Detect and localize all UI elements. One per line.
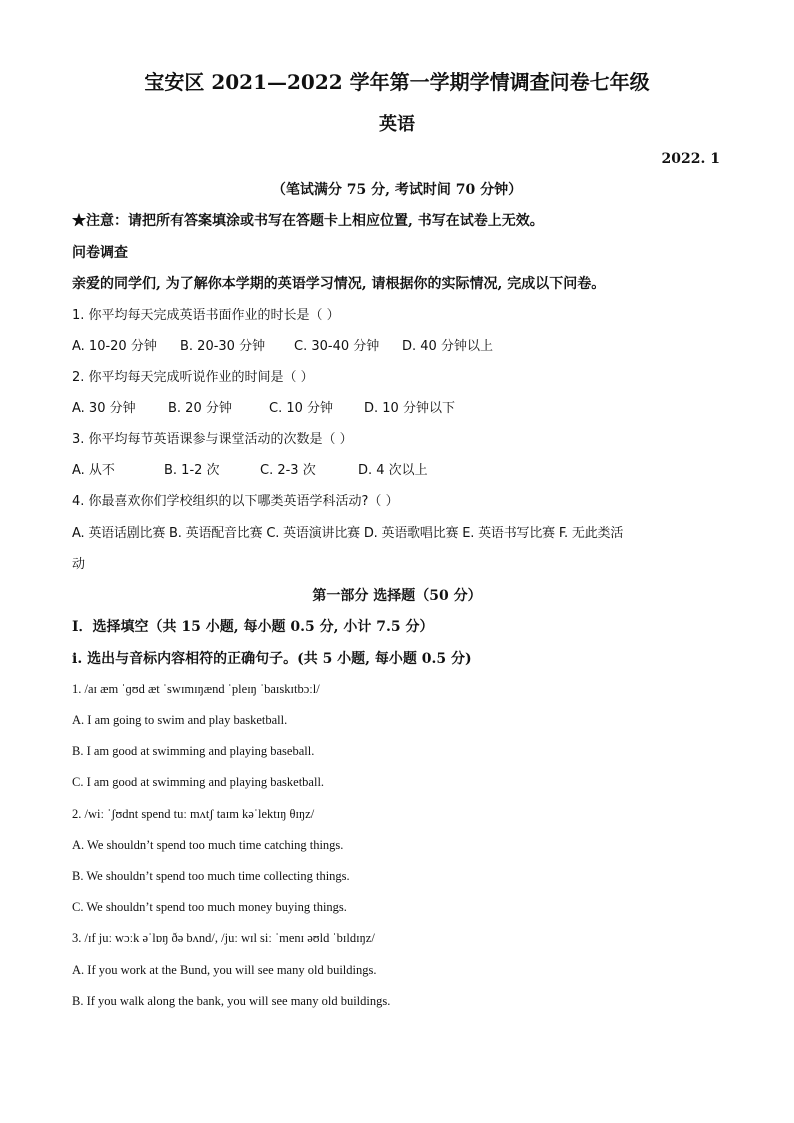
option: C. 30-40 分钟 — [294, 339, 380, 354]
option: D. 40 分钟以上 — [402, 339, 493, 354]
survey-question: 4. 你最喜欢你们学校组织的以下哪类英语学科活动?（ ） — [72, 494, 399, 509]
survey-heading: 问卷调查 — [72, 245, 128, 261]
subsection-heading: i. 选出与音标内容相符的正确句子。(共 5 小题, 每小题 0.5 分) — [72, 651, 472, 667]
part-heading: 第一部分 选择题（50 分） — [312, 588, 482, 604]
survey-options — [72, 340, 493, 353]
option: A. 30 分钟 — [72, 401, 136, 416]
phonetic-item: 1. /aɪ æm ˈɡʊd æt ˈswɪmɪŋænd ˈpleɪŋ ˈbaɪskɪtbɔːl/ — [72, 682, 320, 696]
notice: ★注意：请把所有答案填涂或书写在答题卡上相应位置, 书写在试卷上无效。 — [72, 213, 544, 229]
answer-option: B. If you walk along the bank, you will see many old buildings. — [72, 994, 391, 1008]
answer-option: B. We shouldn’t spend too much time collecting things. — [72, 869, 350, 883]
exam-date: 2022. 1 — [661, 151, 720, 167]
survey-intro: 亲爱的同学们, 为了解你本学期的英语学习情况, 请根据你的实际情况, 完成以下问卷。 — [72, 276, 606, 292]
answer-option: C. I am good at swimming and playing basketball. — [72, 775, 325, 789]
option: C. 2-3 次 — [260, 463, 316, 478]
survey-options — [72, 464, 428, 477]
exam-info: （笔试满分 75 分, 考试时间 70 分钟） — [271, 182, 523, 198]
answer-option: B. I am good at swimming and playing baseball. — [72, 744, 315, 758]
answer-option: A. I am going to swim and play basketball. — [72, 713, 288, 727]
option: D. 4 次以上 — [358, 463, 428, 478]
answer-option: A. We shouldn’t spend too much time catching things. — [72, 838, 344, 852]
survey-question: 3. 你平均每节英语课参与课堂活动的次数是（ ） — [72, 432, 353, 447]
subject-title: 英语 — [379, 114, 415, 135]
section-heading: I．选择填空（共 15 小题, 每小题 0.5 分, 小计 7.5 分） — [72, 619, 434, 635]
exam-title: 宝安区 2021—2022 学年第一学期学情调查问卷七年级 — [144, 70, 650, 94]
option: B. 20-30 分钟 — [180, 339, 266, 354]
survey-options-wrap: 动 — [72, 557, 86, 572]
survey-options — [72, 402, 455, 415]
survey-question: 1. 你平均每天完成英语书面作业的时长是（ ） — [72, 308, 340, 323]
survey-options: A. 英语话剧比赛 B. 英语配音比赛 C. 英语演讲比赛 D. 英语歌唱比赛 E. 英语书写比赛 F. 无此类活 — [72, 526, 624, 541]
option: D. 10 分钟以下 — [364, 401, 455, 416]
option: C. 10 分钟 — [269, 401, 334, 416]
answer-option: A. If you work at the Bund, you will see many old buildings. — [72, 963, 377, 977]
option: A. 从不 — [72, 463, 115, 478]
phonetic-item: 3. /ɪf juː wɔːk əˈlɒŋ ðə bʌnd/, /juː wɪl siː ˈmenɪ əʊld ˈbɪldɪŋz/ — [72, 931, 375, 945]
survey-question: 2. 你平均每天完成听说作业的时间是（ ） — [72, 370, 314, 385]
option: B. 1-2 次 — [164, 463, 220, 478]
option: A. 10-20 分钟 — [72, 339, 157, 354]
option: B. 20 分钟 — [168, 401, 232, 416]
answer-option: C. We shouldn’t spend too much money buying things. — [72, 900, 347, 914]
phonetic-item: 2. /wiː ˈʃʊdnt spend tuː mʌtʃ taɪm kəˈlektɪŋ θɪŋz/ — [72, 807, 315, 821]
